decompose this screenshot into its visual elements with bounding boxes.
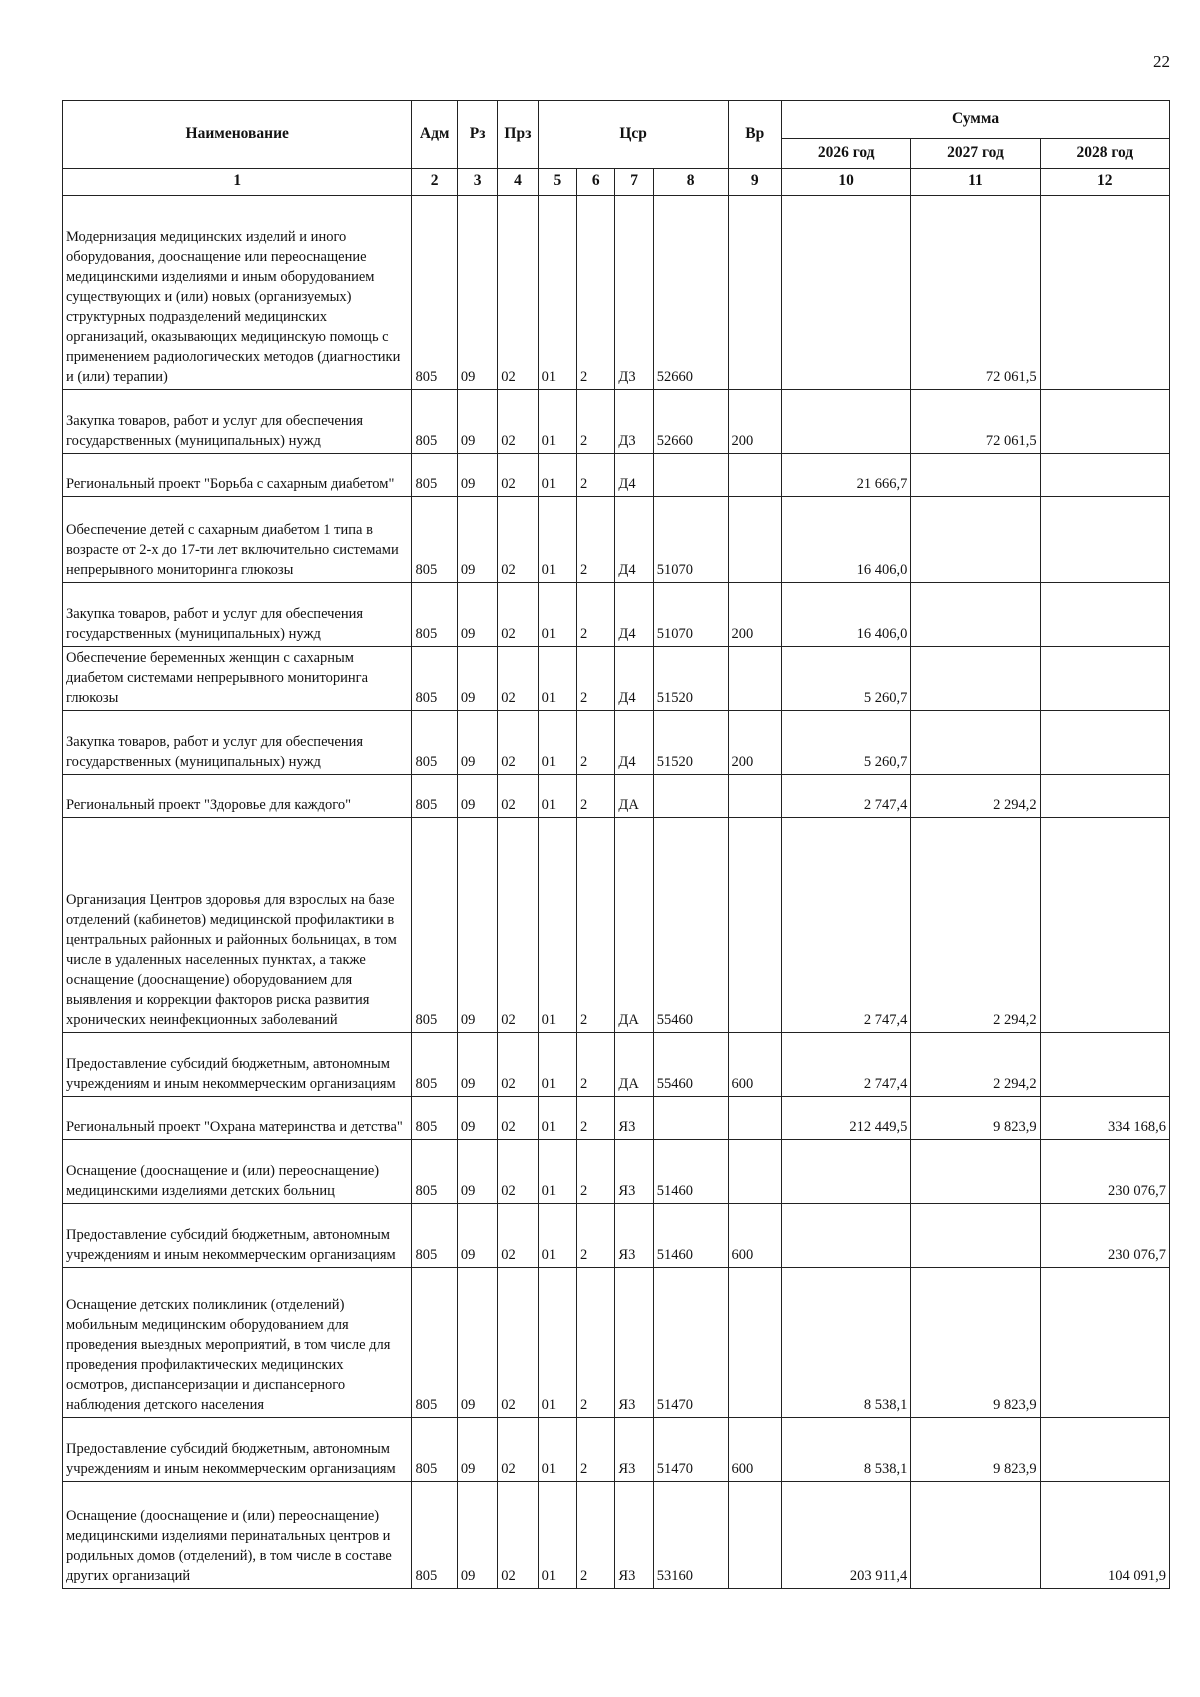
header-csr: Цср	[538, 101, 728, 169]
row-sum-2027: 72 061,5	[911, 390, 1040, 454]
row-name: Закупка товаров, работ и услуг для обеспечения государственных (муниципальных) нужд	[63, 583, 412, 647]
row-sum-2026: 212 449,5	[782, 1097, 911, 1140]
table-row	[63, 1418, 1170, 1482]
row-csr-6: 2	[577, 1097, 615, 1140]
row-prz: 02	[498, 1418, 538, 1482]
row-prz: 02	[498, 647, 538, 711]
row-name: Предоставление субсидий бюджетным, автономным учреждениям и иным некоммерческим организациям	[63, 1204, 412, 1268]
row-rz: 09	[457, 1033, 497, 1097]
row-rz: 09	[457, 583, 497, 647]
row-sum-2028: 230 076,7	[1040, 1140, 1169, 1204]
row-vr: 600	[728, 1033, 782, 1097]
row-rz: 09	[457, 390, 497, 454]
row-name: Оснащение детских поликлиник (отделений) мобильным медицинским оборудованием для проведения выездных мероприятий, в том числе для проведения профилактических медицинских осмотров, диспансеризации и диспансерного наблюдения детского населения	[63, 1268, 412, 1418]
row-rz: 09	[457, 647, 497, 711]
row-csr-6: 2	[577, 647, 615, 711]
col-number: 6	[577, 169, 615, 196]
row-csr-5: 01	[538, 497, 576, 583]
row-csr-6: 2	[577, 1140, 615, 1204]
row-prz: 02	[498, 583, 538, 647]
row-name: Модернизация медицинских изделий и иного оборудования, дооснащение или переоснащение медицинскими изделиями и иным оборудованием существующих и (или) новых (организуемых) структурных подразделений медицинских организаций, оказывающих медицинскую помощь с применением радиологических методов (диагностики и (или) терапии)	[63, 196, 412, 390]
row-adm: 805	[412, 1482, 457, 1589]
row-sum-2027	[911, 647, 1040, 711]
row-sum-2027	[911, 583, 1040, 647]
header-year-2027: 2027 год	[911, 139, 1040, 169]
row-sum-2028	[1040, 454, 1169, 497]
row-vr	[728, 1097, 782, 1140]
row-adm: 805	[412, 775, 457, 818]
header-year-2028: 2028 год	[1040, 139, 1169, 169]
row-adm: 805	[412, 1204, 457, 1268]
row-vr	[728, 1140, 782, 1204]
row-rz: 09	[457, 711, 497, 775]
row-rz: 09	[457, 1097, 497, 1140]
page-number: 22	[1153, 52, 1170, 71]
row-sum-2027	[911, 1140, 1040, 1204]
row-name: Предоставление субсидий бюджетным, автономным учреждениям и иным некоммерческим организациям	[63, 1033, 412, 1097]
row-prz: 02	[498, 390, 538, 454]
row-sum-2026: 16 406,0	[782, 583, 911, 647]
table-row	[63, 497, 1170, 583]
row-csr-7: Я3	[615, 1097, 653, 1140]
row-sum-2028: 104 091,9	[1040, 1482, 1169, 1589]
row-csr-5: 01	[538, 390, 576, 454]
row-csr-8: 52660	[653, 196, 728, 390]
row-vr	[728, 647, 782, 711]
row-prz: 02	[498, 1097, 538, 1140]
row-name: Оснащение (дооснащение и (или) переоснащение) медицинскими изделиями перинатальных центров и родильных домов (отделений), в том числе в составе других организаций	[63, 1482, 412, 1589]
row-sum-2027: 9 823,9	[911, 1268, 1040, 1418]
row-csr-6: 2	[577, 1033, 615, 1097]
row-csr-8: 55460	[653, 818, 728, 1033]
row-adm: 805	[412, 1097, 457, 1140]
row-sum-2027: 2 294,2	[911, 1033, 1040, 1097]
row-rz: 09	[457, 775, 497, 818]
row-csr-7: Я3	[615, 1140, 653, 1204]
row-csr-6: 2	[577, 711, 615, 775]
row-csr-8: 55460	[653, 1033, 728, 1097]
row-csr-8: 51470	[653, 1418, 728, 1482]
row-csr-6: 2	[577, 1204, 615, 1268]
row-csr-8	[653, 454, 728, 497]
row-adm: 805	[412, 1418, 457, 1482]
row-name: Закупка товаров, работ и услуг для обеспечения государственных (муниципальных) нужд	[63, 711, 412, 775]
row-sum-2028: 334 168,6	[1040, 1097, 1169, 1140]
row-sum-2027	[911, 1204, 1040, 1268]
row-sum-2028	[1040, 1033, 1169, 1097]
row-name: Предоставление субсидий бюджетным, автономным учреждениям и иным некоммерческим организациям	[63, 1418, 412, 1482]
table-body	[63, 196, 1170, 1589]
table-row	[63, 775, 1170, 818]
col-number: 1	[63, 169, 412, 196]
table-row	[63, 390, 1170, 454]
row-sum-2027	[911, 454, 1040, 497]
row-csr-6: 2	[577, 196, 615, 390]
row-sum-2027	[911, 497, 1040, 583]
row-csr-5: 01	[538, 1097, 576, 1140]
col-number: 7	[615, 169, 653, 196]
row-sum-2027: 2 294,2	[911, 818, 1040, 1033]
row-csr-5: 01	[538, 647, 576, 711]
row-sum-2026	[782, 1204, 911, 1268]
row-rz: 09	[457, 454, 497, 497]
row-csr-8: 51520	[653, 647, 728, 711]
row-name: Организация Центров здоровья для взрослых на базе отделений (кабинетов) медицинской профилактики в центральных районных и районных больницах, в том числе в удаленных населенных пунктах, а также оснащение (дооснащение) оборудованием для выявления и коррекции факторов риска развития хронических неинфекционных заболеваний	[63, 818, 412, 1033]
row-adm: 805	[412, 647, 457, 711]
row-csr-5: 01	[538, 1204, 576, 1268]
row-name: Региональный проект "Здоровье для каждого"	[63, 775, 412, 818]
row-csr-7: Я3	[615, 1482, 653, 1589]
row-sum-2026: 8 538,1	[782, 1268, 911, 1418]
row-csr-6: 2	[577, 454, 615, 497]
row-prz: 02	[498, 1204, 538, 1268]
row-adm: 805	[412, 497, 457, 583]
row-csr-5: 01	[538, 1482, 576, 1589]
row-vr: 200	[728, 711, 782, 775]
row-sum-2026: 2 747,4	[782, 775, 911, 818]
row-prz: 02	[498, 775, 538, 818]
row-csr-7: Я3	[615, 1204, 653, 1268]
row-csr-6: 2	[577, 775, 615, 818]
row-vr: 200	[728, 583, 782, 647]
header-year-2026: 2026 год	[782, 139, 911, 169]
table-row	[63, 1140, 1170, 1204]
row-prz: 02	[498, 497, 538, 583]
table-row	[63, 1482, 1170, 1589]
row-csr-8: 52660	[653, 390, 728, 454]
row-adm: 805	[412, 711, 457, 775]
row-adm: 805	[412, 1140, 457, 1204]
row-name: Закупка товаров, работ и услуг для обеспечения государственных (муниципальных) нужд	[63, 390, 412, 454]
row-name: Обеспечение беременных женщин с сахарным диабетом системами непрерывного мониторинга глюкозы	[63, 647, 412, 711]
row-sum-2027	[911, 711, 1040, 775]
table-row	[63, 1097, 1170, 1140]
row-vr	[728, 454, 782, 497]
row-sum-2028	[1040, 711, 1169, 775]
row-sum-2028	[1040, 497, 1169, 583]
row-csr-6: 2	[577, 390, 615, 454]
row-csr-5: 01	[538, 1140, 576, 1204]
row-csr-5: 01	[538, 454, 576, 497]
table-row	[63, 1268, 1170, 1418]
row-csr-8: 51460	[653, 1204, 728, 1268]
table-row	[63, 647, 1170, 711]
row-prz: 02	[498, 1140, 538, 1204]
row-sum-2026: 8 538,1	[782, 1418, 911, 1482]
row-csr-7: Я3	[615, 1418, 653, 1482]
row-adm: 805	[412, 1268, 457, 1418]
row-csr-7: ДА	[615, 818, 653, 1033]
col-number: 5	[538, 169, 576, 196]
row-sum-2028	[1040, 818, 1169, 1033]
row-csr-7: Д4	[615, 711, 653, 775]
row-name: Региональный проект "Охрана материнства и детства"	[63, 1097, 412, 1140]
row-csr-7: Д3	[615, 390, 653, 454]
row-vr: 600	[728, 1418, 782, 1482]
row-csr-8: 51460	[653, 1140, 728, 1204]
row-sum-2026: 2 747,4	[782, 818, 911, 1033]
row-sum-2028	[1040, 583, 1169, 647]
row-rz: 09	[457, 196, 497, 390]
header-prz: Прз	[498, 101, 538, 169]
row-rz: 09	[457, 1204, 497, 1268]
row-prz: 02	[498, 711, 538, 775]
row-csr-7: Д4	[615, 497, 653, 583]
row-csr-8: 51070	[653, 497, 728, 583]
row-csr-7: ДА	[615, 775, 653, 818]
row-name: Обеспечение детей с сахарным диабетом 1 типа в возрасте от 2-х до 17-ти лет включительно системами непрерывного мониторинга глюкозы	[63, 497, 412, 583]
col-number: 12	[1040, 169, 1169, 196]
header-sum: Сумма	[782, 101, 1170, 139]
row-vr	[728, 818, 782, 1033]
row-csr-8	[653, 775, 728, 818]
row-name: Региональный проект "Борьба с сахарным диабетом"	[63, 454, 412, 497]
row-csr-6: 2	[577, 1482, 615, 1589]
row-vr	[728, 497, 782, 583]
row-sum-2026: 203 911,4	[782, 1482, 911, 1589]
row-prz: 02	[498, 196, 538, 390]
col-number: 10	[782, 169, 911, 196]
row-csr-5: 01	[538, 583, 576, 647]
table-row	[63, 1033, 1170, 1097]
row-rz: 09	[457, 497, 497, 583]
row-rz: 09	[457, 1268, 497, 1418]
row-sum-2027: 2 294,2	[911, 775, 1040, 818]
header-vr: Вр	[728, 101, 782, 169]
row-csr-6: 2	[577, 583, 615, 647]
table-row	[63, 583, 1170, 647]
row-sum-2026	[782, 390, 911, 454]
row-csr-7: Д4	[615, 454, 653, 497]
header-name: Наименование	[63, 101, 412, 169]
row-sum-2026: 21 666,7	[782, 454, 911, 497]
row-csr-8: 51520	[653, 711, 728, 775]
row-csr-5: 01	[538, 1268, 576, 1418]
row-csr-8	[653, 1097, 728, 1140]
row-prz: 02	[498, 1268, 538, 1418]
row-sum-2027: 9 823,9	[911, 1418, 1040, 1482]
row-sum-2027: 9 823,9	[911, 1097, 1040, 1140]
row-rz: 09	[457, 1140, 497, 1204]
col-number: 4	[498, 169, 538, 196]
col-number: 11	[911, 169, 1040, 196]
row-sum-2028	[1040, 196, 1169, 390]
row-sum-2026: 5 260,7	[782, 647, 911, 711]
row-adm: 805	[412, 454, 457, 497]
row-csr-8: 53160	[653, 1482, 728, 1589]
row-csr-5: 01	[538, 775, 576, 818]
row-name: Оснащение (дооснащение и (или) переоснащение) медицинскими изделиями детских больниц	[63, 1140, 412, 1204]
row-sum-2026: 5 260,7	[782, 711, 911, 775]
row-sum-2028	[1040, 647, 1169, 711]
row-vr	[728, 775, 782, 818]
table-row	[63, 454, 1170, 497]
row-prz: 02	[498, 454, 538, 497]
col-number: 8	[653, 169, 728, 196]
row-sum-2026	[782, 1140, 911, 1204]
col-number: 3	[457, 169, 497, 196]
row-prz: 02	[498, 1033, 538, 1097]
row-adm: 805	[412, 583, 457, 647]
row-sum-2027	[911, 1482, 1040, 1589]
row-sum-2028	[1040, 1268, 1169, 1418]
row-vr	[728, 1482, 782, 1589]
row-vr: 600	[728, 1204, 782, 1268]
col-number: 9	[728, 169, 782, 196]
row-rz: 09	[457, 818, 497, 1033]
row-csr-5: 01	[538, 1418, 576, 1482]
header-adm: Адм	[412, 101, 457, 169]
table-row	[63, 1204, 1170, 1268]
row-csr-5: 01	[538, 818, 576, 1033]
row-csr-5: 01	[538, 711, 576, 775]
header-rz: Рз	[457, 101, 497, 169]
row-sum-2027: 72 061,5	[911, 196, 1040, 390]
row-vr: 200	[728, 390, 782, 454]
row-rz: 09	[457, 1482, 497, 1589]
row-sum-2028: 230 076,7	[1040, 1204, 1169, 1268]
row-csr-7: Я3	[615, 1268, 653, 1418]
row-sum-2026: 2 747,4	[782, 1033, 911, 1097]
row-csr-5: 01	[538, 1033, 576, 1097]
row-csr-6: 2	[577, 497, 615, 583]
row-csr-5: 01	[538, 196, 576, 390]
row-csr-7: ДА	[615, 1033, 653, 1097]
row-sum-2028	[1040, 775, 1169, 818]
row-sum-2026	[782, 196, 911, 390]
row-adm: 805	[412, 390, 457, 454]
row-sum-2028	[1040, 1418, 1169, 1482]
row-vr	[728, 196, 782, 390]
row-csr-8: 51470	[653, 1268, 728, 1418]
row-csr-6: 2	[577, 1268, 615, 1418]
row-csr-7: Д4	[615, 583, 653, 647]
col-number: 2	[412, 169, 457, 196]
row-prz: 02	[498, 818, 538, 1033]
row-sum-2026: 16 406,0	[782, 497, 911, 583]
row-csr-7: Д3	[615, 196, 653, 390]
table-row	[63, 818, 1170, 1033]
row-adm: 805	[412, 196, 457, 390]
row-adm: 805	[412, 1033, 457, 1097]
table-row	[63, 711, 1170, 775]
row-adm: 805	[412, 818, 457, 1033]
row-csr-6: 2	[577, 1418, 615, 1482]
table-row	[63, 196, 1170, 390]
row-rz: 09	[457, 1418, 497, 1482]
row-sum-2028	[1040, 390, 1169, 454]
row-prz: 02	[498, 1482, 538, 1589]
row-csr-6: 2	[577, 818, 615, 1033]
row-csr-8: 51070	[653, 583, 728, 647]
row-csr-7: Д4	[615, 647, 653, 711]
row-vr	[728, 1268, 782, 1418]
budget-table	[62, 100, 1170, 1589]
